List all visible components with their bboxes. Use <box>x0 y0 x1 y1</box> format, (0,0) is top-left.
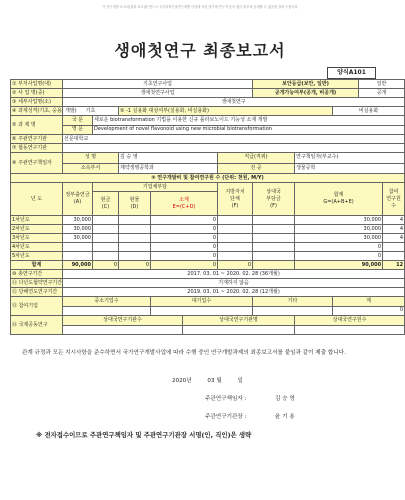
budget-other <box>253 225 295 234</box>
pi-major-label: 전 공 <box>218 163 295 174</box>
inkind-header: 현물 (D) <box>119 192 151 216</box>
budget-cash <box>93 252 119 261</box>
budget-total: 30,000 <box>295 216 383 225</box>
pi-name-value: 김 승 영 <box>119 153 218 164</box>
budget-year: 1차년도 <box>11 216 63 225</box>
budget-gov: 30,000 <box>63 225 93 234</box>
budget-other <box>253 243 295 252</box>
host-institution-value: 선문대학교 <box>63 135 405 144</box>
budget-cash <box>93 234 119 243</box>
pi-major-value: 생물공학 <box>295 163 405 174</box>
budget-total: 0 <box>295 243 383 252</box>
ministry-program-value: 기초연구사업 <box>63 80 253 89</box>
budget-total-subtotal: 0 <box>151 261 218 270</box>
budget-total-researchers: 12 <box>383 261 405 270</box>
ministry-program-label: ① 부처사업명(대) <box>11 80 63 89</box>
budget-researchers: 4 <box>383 234 405 243</box>
international-research-label: ⑭ 국제공동연구 <box>11 316 63 335</box>
other-company-header: 기타 <box>253 297 333 307</box>
host-institution-label: ⑥ 주관연구기관 <box>11 135 63 144</box>
signature-footnote: ※ 전자접수이므로 주관연구책임자 및 주관연구기관장 서명(인, 직인)은 생략 <box>36 431 252 439</box>
budget-inkind <box>119 234 151 243</box>
gov-funding-header: 정부출연금 (A) <box>63 183 93 216</box>
participating-companies-label: ⑬ 참여기업 <box>11 297 63 316</box>
pi-department-label: 소속부서 <box>63 163 119 174</box>
partner-country-header: 상대국 부담금 (F) <box>253 183 295 216</box>
total-period-value: 2017. 03. 01 ~ 2020. 02. 28 (36개월) <box>63 270 405 279</box>
budget-gov: 30,000 <box>63 216 93 225</box>
budget-other <box>253 216 295 225</box>
sme-count-value <box>63 306 151 316</box>
budget-researchers: 4 <box>383 216 405 225</box>
sub-program-label: ③ 세부사업명(소) <box>11 98 63 107</box>
budget-local <box>218 225 253 234</box>
report-form-table <box>10 79 405 335</box>
budget-total-gov: 90,000 <box>63 261 93 270</box>
budget-subtotal: 0 <box>151 225 218 234</box>
korean-title-value: 새로운 biotransformation 기법을 이용한 신규 플라보노이드 기능성 소재 개발 <box>93 116 405 126</box>
budget-total-year: 합계 <box>11 261 63 270</box>
english-title-value: Development of novel flavonoid using new microbial biotransformation <box>93 125 405 135</box>
budget-local <box>218 243 253 252</box>
budget-gov <box>63 243 93 252</box>
budget-other <box>253 234 295 243</box>
budget-inkind <box>119 216 151 225</box>
head-signature-name: 윤 기 용 <box>275 414 295 420</box>
multi-year-period-value: 기재하지 않음 <box>63 279 405 288</box>
date-day: 일 <box>237 378 243 384</box>
pi-position-value: 연구책임자(부교수) <box>295 153 405 164</box>
company-total-header: 계 <box>333 297 405 307</box>
budget-cash <box>93 243 119 252</box>
partner-institution-count-header: 상대국연구기관수 <box>63 316 183 326</box>
current-year-period-value: 2019. 03. 01 ~ 2020. 02. 28 (12개월) <box>63 288 405 297</box>
project-type-label: ④ 과제성격(기초, 응용, 개발) <box>12 107 77 114</box>
head-signature-label: 주관연구기관장 : <box>205 414 247 420</box>
english-title-label: 영 문 <box>63 125 93 135</box>
head-signature-row <box>205 412 295 420</box>
local-gov-header: 지방자치 단체 (F) <box>218 183 253 216</box>
subtotal-header: 소계 E=(C+D) <box>151 192 218 216</box>
budget-gov <box>63 252 93 261</box>
budget-inkind <box>119 243 151 252</box>
budget-subtotal: 0 <box>151 216 218 225</box>
submission-date <box>172 376 257 384</box>
sme-count-header: 중소기업수 <box>63 297 151 307</box>
budget-total: 0 <box>295 252 383 261</box>
pi-signature-row <box>205 394 295 402</box>
pi-signature-label: 주관연구책임자 : <box>205 396 247 402</box>
pi-position-label: 직급(직위) <box>218 153 295 164</box>
budget-year: 4차년도 <box>11 243 63 252</box>
budget-subtotal: 0 <box>151 243 218 252</box>
current-year-period-label: ⑫ 당해연도연구기간 <box>11 288 63 297</box>
project-type-value: 기초 <box>63 107 119 116</box>
budget-gov: 30,000 <box>63 234 93 243</box>
budget-total-inkind: 0 <box>119 261 151 270</box>
budget-researchers <box>383 252 405 261</box>
pi-name-label: 성 명 <box>63 153 119 164</box>
pi-department-value: 제약생명공학과 <box>119 163 218 174</box>
program-name-label: ② 사 업 명(중) <box>11 89 63 98</box>
multi-year-period-label: ⑪ 다년도협약연구기간 <box>12 279 63 286</box>
partner-institution-name-header: 상대국연구기관명 <box>183 316 295 326</box>
budget-cash <box>93 216 119 225</box>
date-month: 03 월 <box>207 378 222 384</box>
security-level-label: 보안등급(보안, 일반) <box>253 80 359 89</box>
budget-total: 30,000 <box>295 234 383 243</box>
form-code-badge: 양식A101 <box>327 67 376 79</box>
total-period-label: ⑩ 총연구기간 <box>11 270 63 279</box>
partner-researcher-count-header: 상대국연구원수 <box>295 316 405 326</box>
company-burden-header: 기업체부담 <box>93 183 218 192</box>
partner-institution-value <box>63 144 405 153</box>
total-header: 합계 G=(A+B+E) <box>295 183 383 216</box>
disclosure-value: 공개 <box>359 89 405 98</box>
security-level-value: 일반 <box>359 80 405 89</box>
budget-inkind <box>119 225 151 234</box>
budget-total: 30,000 <box>295 225 383 234</box>
korean-title-label: 국 문 <box>63 116 93 126</box>
researchers-header: 참여 연구원수 <box>383 183 405 216</box>
other-company-value <box>253 306 333 316</box>
budget-total-total: 90,000 <box>295 261 383 270</box>
year-header: 년 도 <box>11 183 63 216</box>
budget-year: 5차년도 <box>11 252 63 261</box>
partner-institution-count-value <box>63 325 183 335</box>
budget-year: 2차년도 <box>11 225 63 234</box>
commercialization-label: ⑤ -1 실용화 대상여부(실용화, 비실용화) <box>119 107 333 116</box>
budget-researchers: 4 <box>383 225 405 234</box>
budget-total-local: 0 <box>218 261 253 270</box>
budget-total-other <box>253 261 295 270</box>
budget-researchers <box>383 243 405 252</box>
budget-section-title: ⑨ 연구개발비 및 참여연구원 수 (단위: 천원, M/Y) <box>11 174 405 183</box>
budget-subtotal: 0 <box>151 252 218 261</box>
budget-local <box>218 216 253 225</box>
page-title: 생애첫연구 최종보고서 <box>114 41 286 60</box>
date-year: 2020년 <box>172 378 192 384</box>
budget-inkind <box>119 252 151 261</box>
budget-local <box>218 234 253 243</box>
project-title-label: ⑤ 과 제 명 <box>11 116 63 135</box>
confidentiality-notice: 이 연구개발 보고서(결과 보고)를 반드시 국가과학기술연구개발 사업에 의한 것이며 연구자 동의 없이 외부에 공개할 수 없음을 알려 드립니다 <box>102 5 298 9</box>
disclosure-label: 공개가능여부(공개, 비공개) <box>253 89 359 98</box>
budget-cash <box>93 225 119 234</box>
submission-statement: 관계 규정과 모든 지시사항을 준수하면서 국가연구개발사업에 따라 수행 중인 연구개발과제의 최종보고서를 붙임과 같이 제출 합니다. <box>22 350 346 356</box>
program-name-value: 생애첫연구사업 <box>63 89 253 98</box>
budget-year: 3차년도 <box>11 234 63 243</box>
partner-institution-name-value <box>183 325 295 335</box>
sub-program-value: 생애첫연구 <box>63 98 405 107</box>
budget-total-cash: 0 <box>93 261 119 270</box>
partner-researcher-count-value <box>295 325 405 335</box>
cash-header: 현금 (C) <box>93 192 119 216</box>
budget-other <box>253 252 295 261</box>
partner-institution-label: ⑦ 협동연구기관 <box>11 144 63 153</box>
principal-investigator-label: ⑧ 주관연구책임자 <box>11 153 63 174</box>
company-total-value: 0 <box>333 306 405 316</box>
budget-subtotal: 0 <box>151 234 218 243</box>
large-company-count-value <box>151 306 253 316</box>
budget-local <box>218 252 253 261</box>
commercialization-value: 비실용화 <box>333 107 405 116</box>
pi-signature-name: 김 승 영 <box>275 396 295 402</box>
large-company-count-header: 대기업수 <box>151 297 253 307</box>
